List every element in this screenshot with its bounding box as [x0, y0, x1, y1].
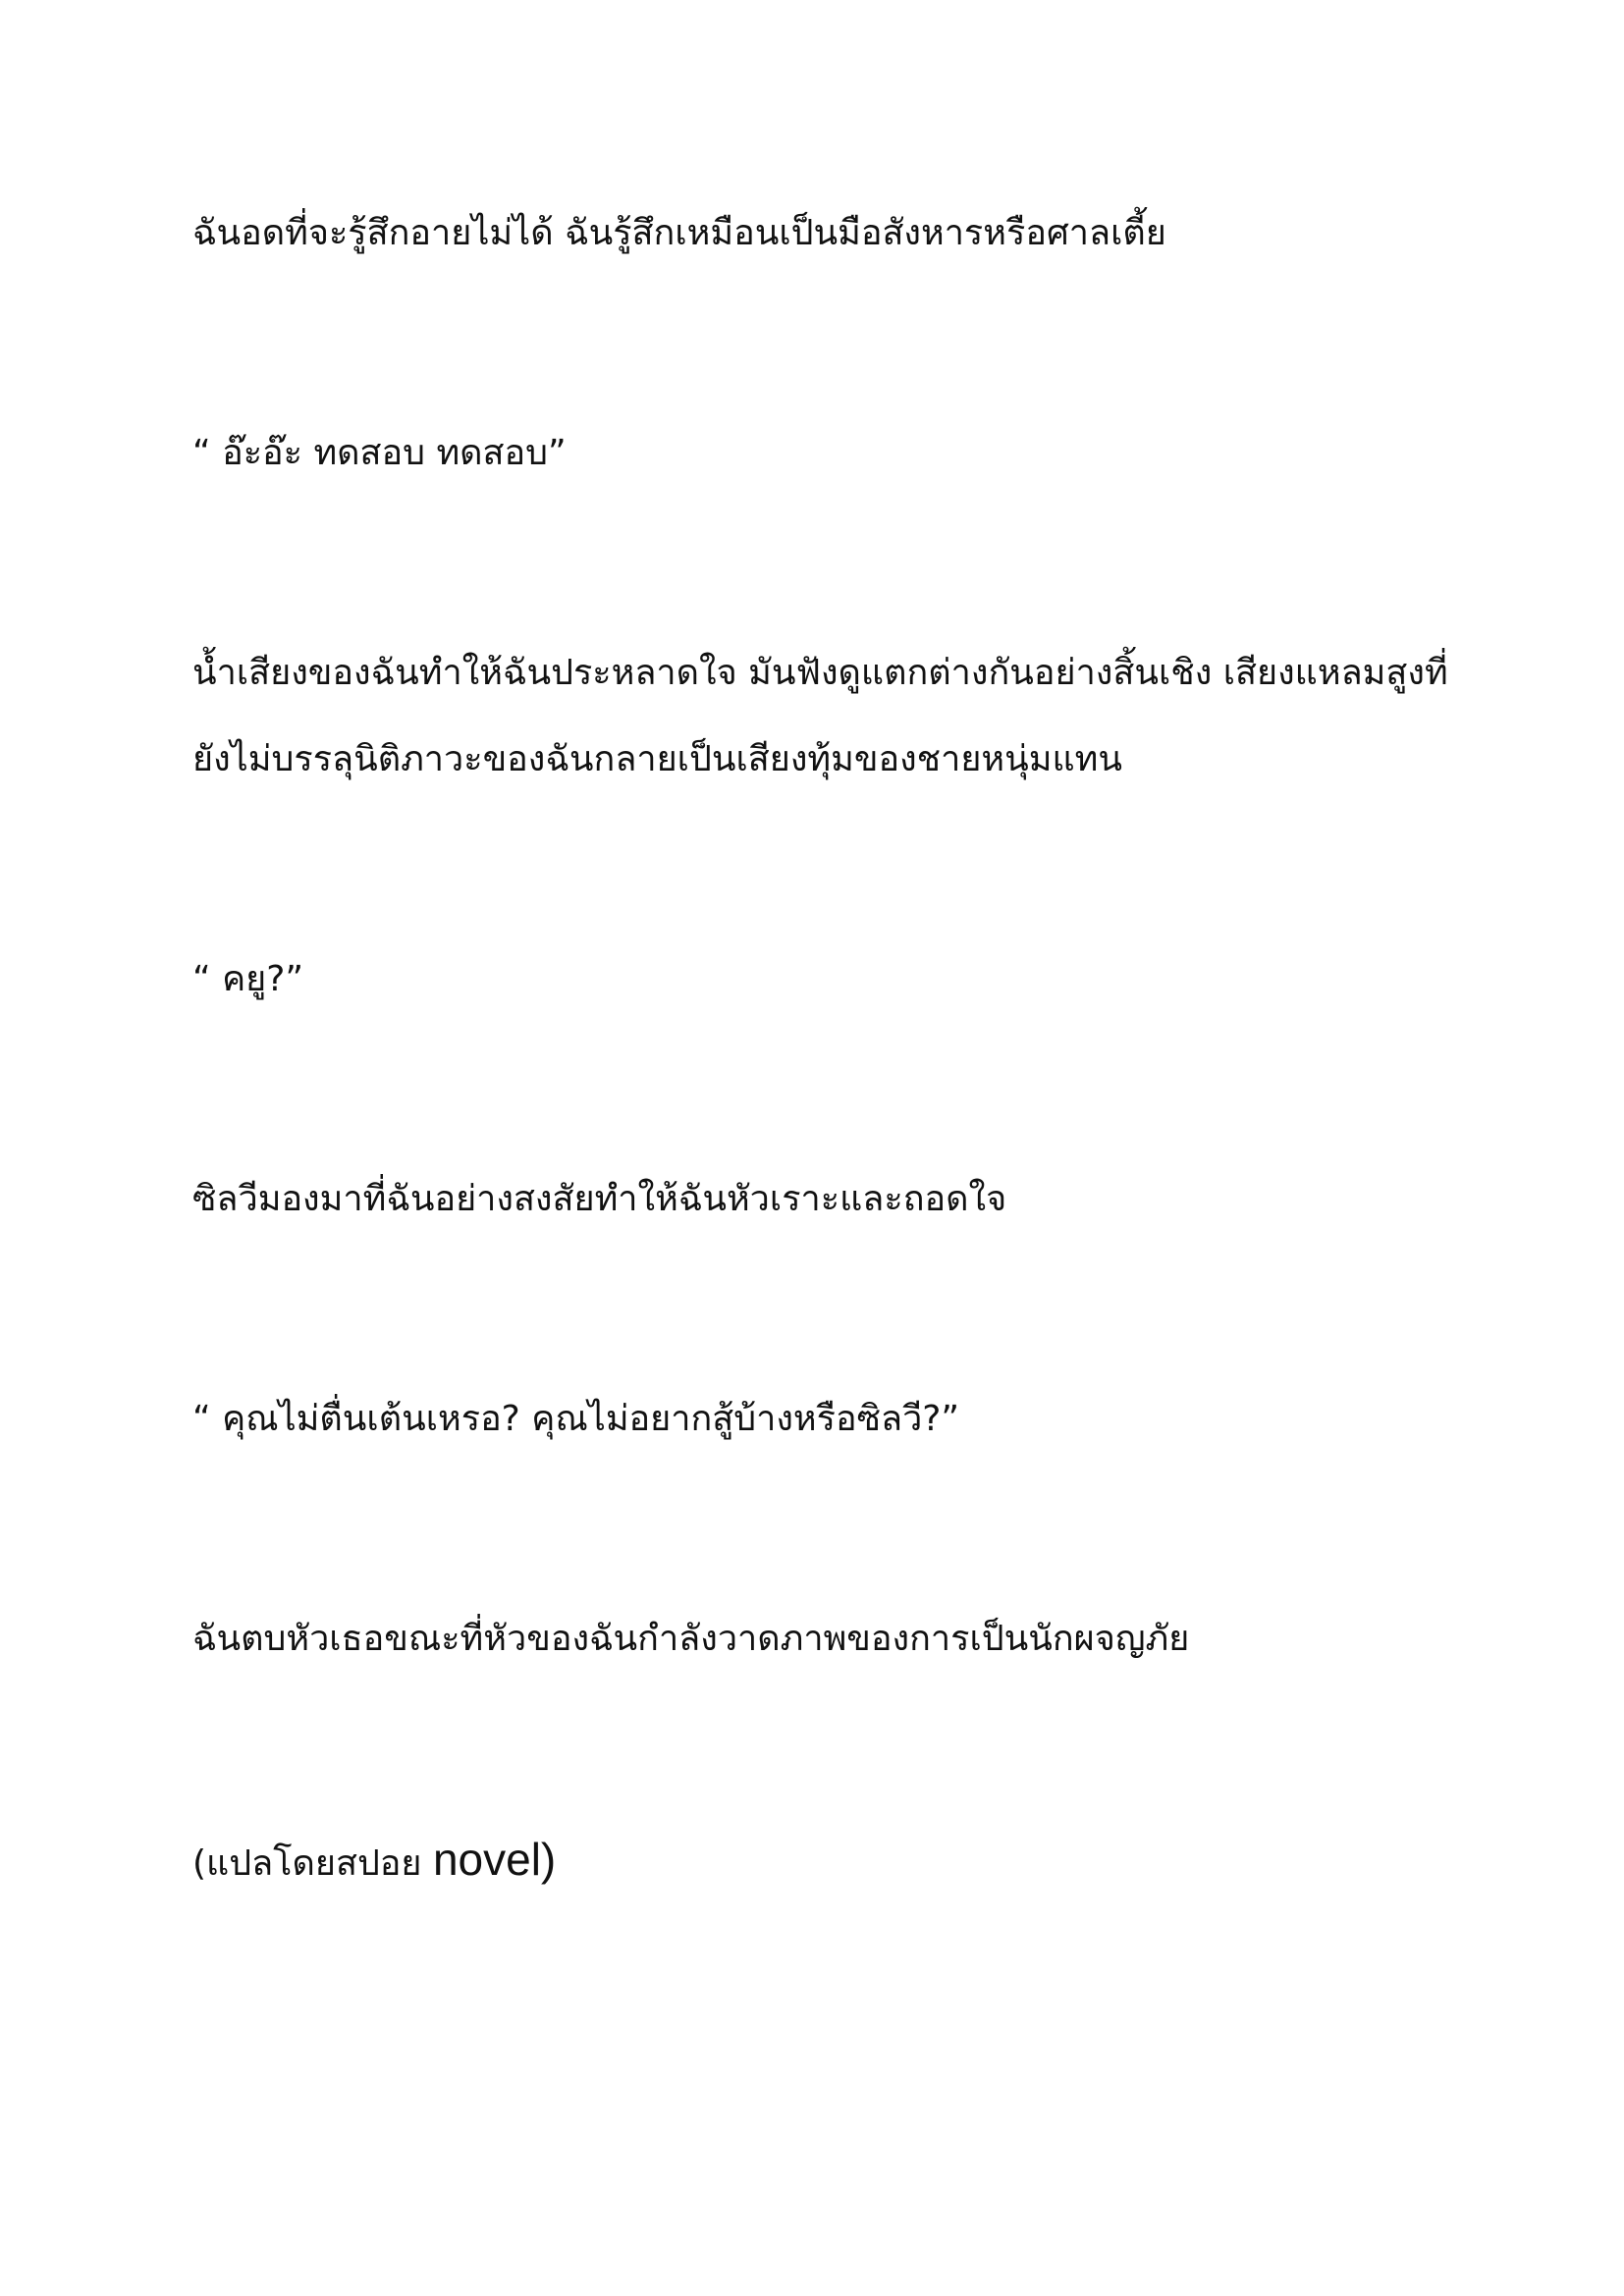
- dialogue-test: “ อ๊ะอ๊ะ ทดสอบ ทดสอบ”: [192, 433, 567, 473]
- paragraph-voice-line-1: น้ำเสียงของฉันทำให้ฉันประหลาดใจ มันฟังดูแตกต่างกันอย่างสิ้นเชิง เสียงแหลมสูงที่: [192, 653, 1448, 693]
- paragraph-1: ฉันอดที่จะรู้สึกอายไม่ได้ ฉันรู้สึกเหมือนเป็นมือสังหารหรือศาลเตี้ย: [192, 213, 1166, 253]
- credit-novel: novel): [432, 1834, 557, 1885]
- dialogue-excited: “ คุณไม่ตื่นเต้นเหรอ? คุณไม่อยากสู้บ้างหรือซิลวี?”: [192, 1399, 960, 1439]
- paragraph-voice-line-2: ยังไม่บรรลุนิติภาวะของฉันกลายเป็นเสียงทุ้มของชายหนุ่มแทน: [192, 739, 1123, 779]
- paragraph-adventurer: ฉันตบหัวเธอขณะที่หัวของฉันกำลังวาดภาพของการเป็นนักผจญภัย: [192, 1619, 1190, 1659]
- translator-credit: [192, 1818, 556, 1905]
- dialogue-kyu: “ คยู?”: [192, 959, 304, 999]
- paragraph-sylvie: ซิลวีมองมาที่ฉันอย่างสงสัยทำให้ฉันหัวเราะและถอดใจ: [192, 1179, 1007, 1219]
- credit-prefix: (แปลโดยสปอย: [192, 1843, 433, 1884]
